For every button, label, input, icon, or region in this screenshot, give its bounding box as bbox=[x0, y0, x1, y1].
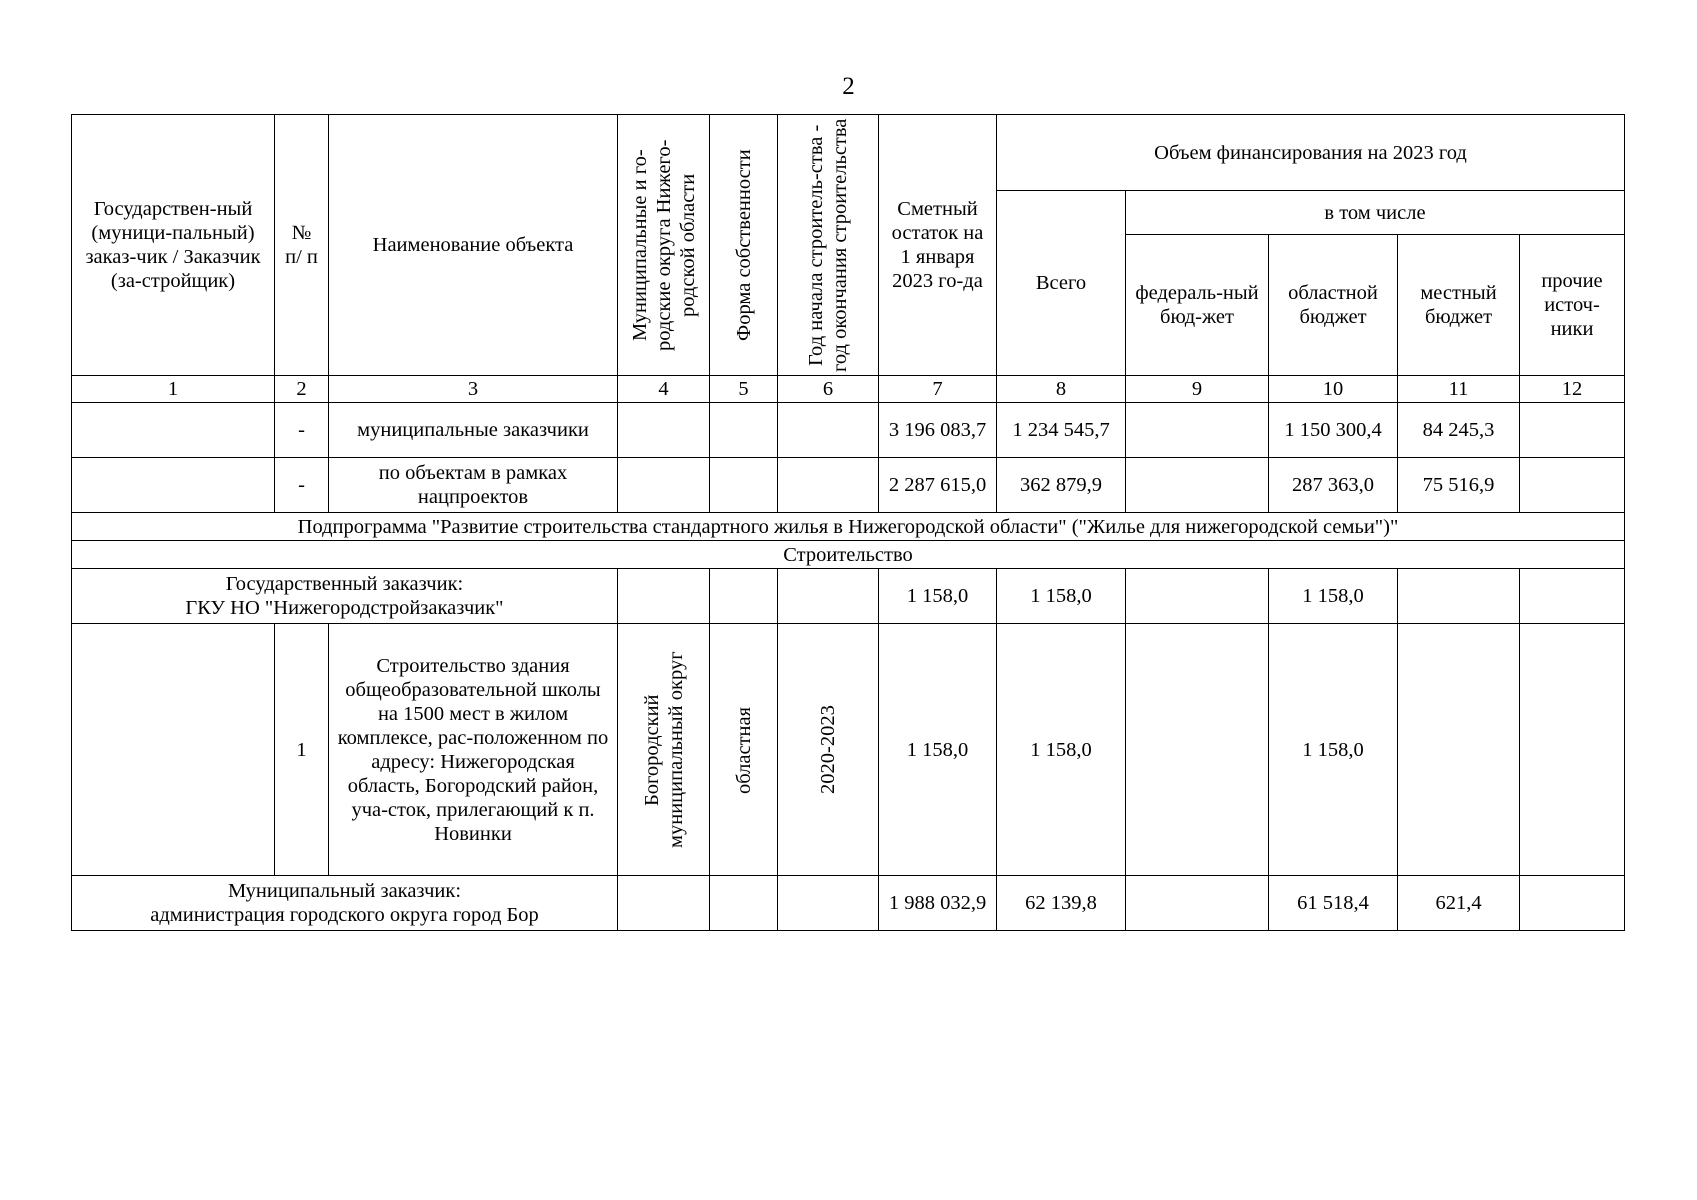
financing-table bbox=[71, 114, 1625, 931]
table-row-national-projects bbox=[72, 458, 1625, 513]
local-value: 75 516,9 bbox=[1398, 458, 1520, 513]
total-value: 62 139,8 bbox=[997, 876, 1126, 931]
header-district bbox=[618, 115, 710, 376]
local-value: 621,4 bbox=[1398, 876, 1520, 931]
header-local: местный бюджет bbox=[1398, 235, 1520, 376]
construction-title: Строительство bbox=[72, 541, 1625, 569]
page-number: 2 bbox=[842, 73, 855, 100]
header-object-name: Наименование объекта bbox=[329, 115, 618, 376]
column-numbers-row bbox=[72, 376, 1625, 403]
subprogram-title: Подпрограмма "Развитие строительства стандартного жилья в Нижегородской области" ("Жилье для нижегородской семьи")" bbox=[72, 513, 1625, 541]
header-years bbox=[778, 115, 879, 376]
regional-value: 1 158,0 bbox=[1269, 624, 1398, 876]
total-value: 1 234 545,7 bbox=[997, 403, 1126, 458]
header-including: в том числе bbox=[1126, 191, 1625, 235]
customer-label-line2: ГКУ НО "Нижегородстройзаказчик" bbox=[185, 597, 504, 619]
total-value: 1 158,0 bbox=[997, 569, 1126, 624]
row-number: - bbox=[275, 403, 329, 458]
years-text: 2020-2023 bbox=[817, 705, 839, 794]
header-number: № п/ п bbox=[275, 115, 329, 376]
row-number: - bbox=[275, 458, 329, 513]
customer-label bbox=[72, 569, 618, 624]
header-ownership-text: Форма собственности bbox=[732, 149, 755, 341]
header-years-text: Год начала строитель-ства - год окончания строительства bbox=[805, 118, 851, 372]
total-value: 1 158,0 bbox=[997, 624, 1126, 876]
table-row-bor-customer bbox=[72, 876, 1625, 931]
header-funding-group: Объем финансирования на 2023 год bbox=[997, 115, 1625, 191]
header-regional: областной бюджет bbox=[1269, 235, 1398, 376]
local-value: 84 245,3 bbox=[1398, 403, 1520, 458]
regional-value: 1 150 300,4 bbox=[1269, 403, 1398, 458]
column-number: 8 bbox=[997, 376, 1126, 403]
object-name: по объектам в рамках нацпроектов bbox=[329, 458, 618, 513]
column-number: 9 bbox=[1126, 376, 1269, 403]
customer-label-line2: администрация городского округа город Бор bbox=[150, 904, 539, 926]
column-number: 11 bbox=[1398, 376, 1520, 403]
column-number: 3 bbox=[329, 376, 618, 403]
estimate-value: 2 287 615,0 bbox=[879, 458, 997, 513]
subprogram-row bbox=[72, 513, 1625, 541]
customer-label bbox=[72, 876, 618, 931]
estimate-value: 1 158,0 bbox=[879, 624, 997, 876]
column-number: 12 bbox=[1520, 376, 1625, 403]
estimate-value: 1 988 032,9 bbox=[879, 876, 997, 931]
header-other: прочие источ-ники bbox=[1520, 235, 1625, 376]
regional-value: 61 518,4 bbox=[1269, 876, 1398, 931]
customer-label-line1: Муниципальный заказчик: bbox=[227, 880, 462, 902]
header-district-text: Муниципальные и го-родские округа Нижего-родской области bbox=[628, 139, 699, 351]
ownership-cell bbox=[710, 624, 778, 876]
regional-value: 287 363,0 bbox=[1269, 458, 1398, 513]
district-cell bbox=[618, 624, 710, 876]
header-customer: Государствен-ный (муници-пальный) заказ-чик / Заказчик (за-стройщик) bbox=[72, 115, 275, 376]
column-number: 7 bbox=[879, 376, 997, 403]
header-ownership bbox=[710, 115, 778, 376]
table-row-object-1 bbox=[72, 624, 1625, 876]
table-row-municipal bbox=[72, 403, 1625, 458]
row-number: 1 bbox=[275, 624, 329, 876]
header-estimate: Сметный остаток на 1 января 2023 го-да bbox=[879, 115, 997, 376]
column-number: 1 bbox=[72, 376, 275, 403]
estimate-value: 3 196 083,7 bbox=[879, 403, 997, 458]
object-name: Строительство здания общеобразовательной школы на 1500 мест в жилом комплексе, рас-положенном по адресу: Нижегородская область, Богородский район, уча-сток, прилегающий к п. Новинки bbox=[329, 624, 618, 876]
estimate-value: 1 158,0 bbox=[879, 569, 997, 624]
construction-row bbox=[72, 541, 1625, 569]
total-value: 362 879,9 bbox=[997, 458, 1126, 513]
column-number: 6 bbox=[778, 376, 879, 403]
regional-value: 1 158,0 bbox=[1269, 569, 1398, 624]
header-total: Всего bbox=[997, 191, 1126, 376]
customer-label-line1: Государственный заказчик: bbox=[225, 573, 464, 595]
column-number: 10 bbox=[1269, 376, 1398, 403]
table-row-gov-customer bbox=[72, 569, 1625, 624]
years-cell bbox=[778, 624, 879, 876]
column-number: 5 bbox=[710, 376, 778, 403]
district-text: Богородский муниципальный округ bbox=[640, 651, 687, 848]
column-number: 4 bbox=[618, 376, 710, 403]
ownership-text: областная bbox=[732, 705, 755, 794]
column-number: 2 bbox=[275, 376, 329, 403]
header-federal: федераль-ный бюд-жет bbox=[1126, 235, 1269, 376]
object-name: муниципальные заказчики bbox=[329, 403, 618, 458]
